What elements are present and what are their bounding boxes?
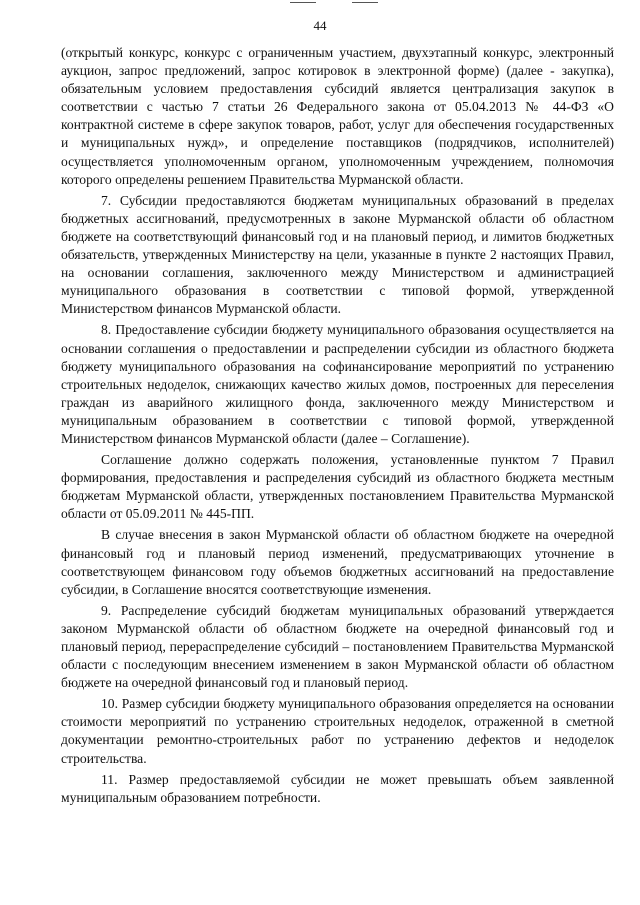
paragraph-continuation: (открытый конкурс, конкурс с ограниченным участием, двухэтапный конкурс, электронный аукцион, запрос предложений, запрос котировок в электронной форме) (далее - закупка), обязательным условием предоставления субсидий является централизация закупок в соответствии с частью 7 статьи 26 Федерального закона от 05.04.2013 № 44-ФЗ «О контрактной системе в сфере закупок товаров, работ, услуг для обеспечения государственных и муниципальных нужд», и определение поставщиков (подрядчиков, исполнителей) осуществляется уполномоченным органом, уполномоченным учреждением, полномочия которого определены решением Правительства Мурманской области. bbox=[61, 45, 614, 187]
paragraph-amendments: В случае внесения в закон Мурманской области об областном бюджете на очередной финансовый год и плановый период изменений, предусматривающих уточнение в соответствующем финансовом году объемов бюджетных ассигнований на предоставление субсидии, в Соглашение вносятся соответствующие изменения. bbox=[61, 527, 614, 597]
scan-mark bbox=[352, 2, 378, 3]
scan-mark bbox=[290, 2, 316, 3]
page-number: 44 bbox=[313, 18, 327, 33]
paragraph-item-8: 8. Предоставление субсидии бюджету муниципального образования осуществляется на основании соглашения о предоставлении и распределении субсидии из областного бюджета бюджету муниципального образования на софинансирование мероприятий по устранению строительных недоделок, снижающих качество жилых домов, построенных для переселения граждан из аварийного жилищного фонда, заключенного между Министерством и муниципальным образованием в соответствии с типовой формой, утвержденной Министерством финансов Мурманской области (далее – Соглашение). bbox=[61, 322, 614, 446]
paragraph-item-9: 9. Распределение субсидий бюджетам муниципальных образований утверждается законом Мурманской области об областном бюджете на очередной финансовый год и плановый период, перераспределение субсидий – постановлением Правительства Мурманской области с последующим внесением изменением в закон Мурманской области об областном бюджете на очередной финансовый год и плановый период. bbox=[61, 602, 614, 691]
paragraph-item-11: 11. Размер предоставляемой субсидии не может превышать объем заявленной муниципальным образованием потребности. bbox=[61, 771, 614, 805]
paragraph-agreement: Соглашение должно содержать положения, установленные пунктом 7 Правил формирования, предоставления и распределения субсидий из областного бюджета местным бюджетам Мурманской области, утвержденных постановлением Правительства Мурманской области от 05.09.2011 № 445-ПП. bbox=[61, 452, 614, 522]
document-body bbox=[61, 44, 614, 807]
paragraph-item-10: 10. Размер субсидии бюджету муниципального образования определяется на основании стоимости мероприятий по устранению строительных недоделок, отраженной в сметной документации ремонтно-строительных работ по устранению дефектов и недоделок строительства. bbox=[61, 696, 614, 766]
paragraph-item-7: 7. Субсидии предоставляются бюджетам муниципальных образований в пределах бюджетных ассигнований, предусмотренных в законе Мурманской области об областном бюджете на соответствующий финансовый год и на плановый период, и лимитов бюджетных обязательств, утвержденных Министерству на цели, указанные в пункте 2 настоящих Правил, на основании соглашения, заключенного между Министерством и администрацией муниципального образования в соответствии с типовой формой, утвержденной Министерством финансов Мурманской области. bbox=[61, 192, 614, 317]
